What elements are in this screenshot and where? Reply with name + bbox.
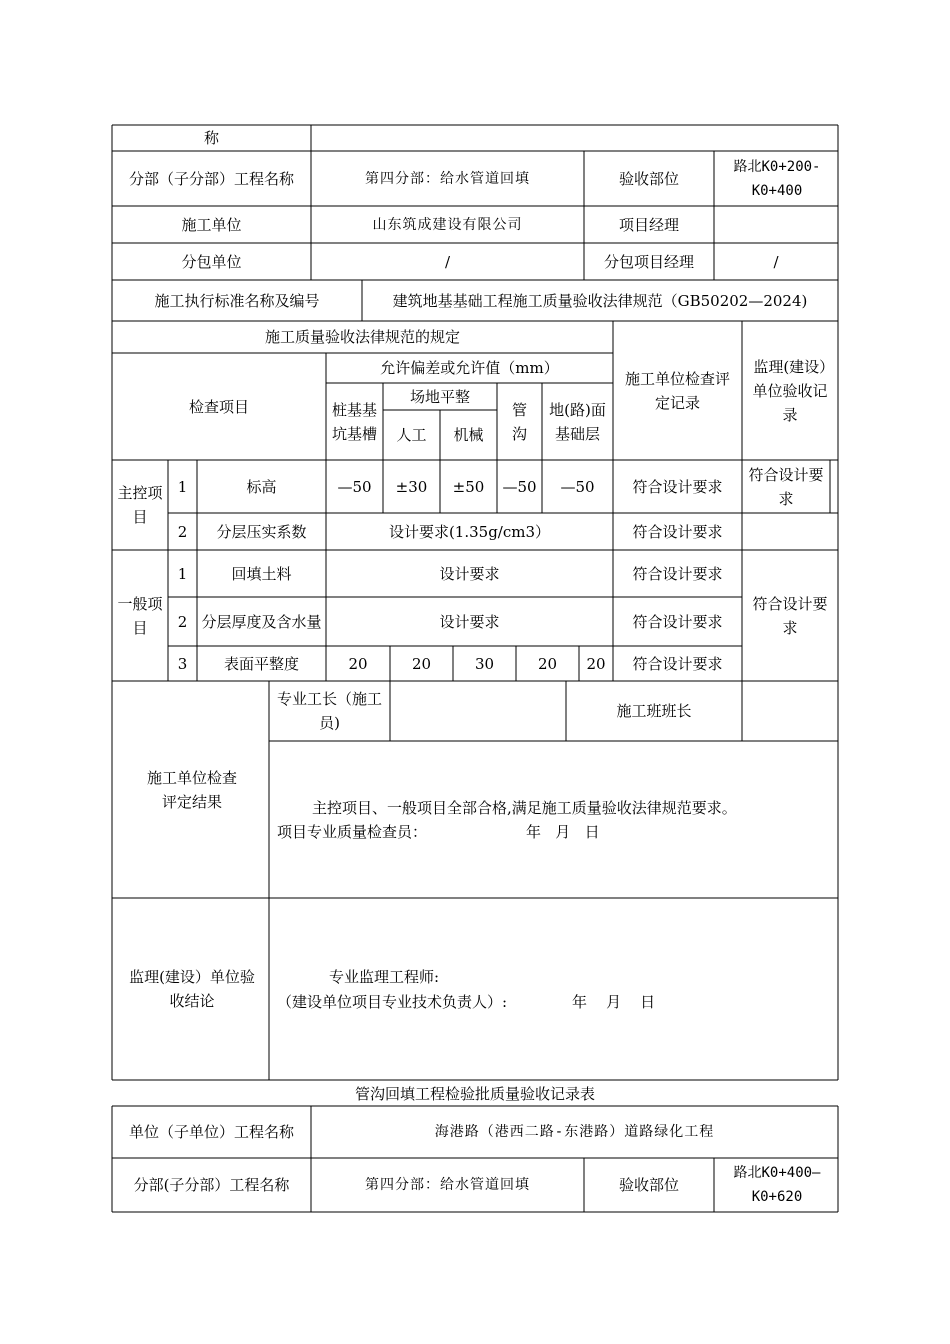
team-leader-value [742, 681, 838, 741]
row1-record: 符合设计要求 [632, 477, 723, 496]
check-item-header: 检查项目 [188, 397, 249, 416]
general-supervision: 符合设计要求 [752, 594, 828, 637]
row2-item: 分层压实系数 [216, 522, 307, 541]
row5-pile: 20 [348, 654, 368, 673]
row1-ground: —50 [560, 477, 595, 496]
eval-date: 年 月 日 [526, 823, 600, 841]
row5-record: 符合设计要求 [632, 654, 723, 673]
row5-trench: 20 [537, 654, 558, 673]
col-machine-header: 机械 [453, 426, 484, 444]
project-manager-value [714, 206, 838, 243]
col-ground-header: 地(路)面基础层 [549, 400, 606, 443]
construction-unit-label: 施工单位 [181, 215, 242, 234]
row5-ground: 20 [586, 654, 606, 673]
row1-item: 标高 [246, 477, 277, 496]
row4-item: 分层厚度及含水量 [201, 612, 322, 631]
row5-manual: 20 [411, 654, 432, 673]
table2-acceptance-part-value: 路北K0+400—K0+620 [733, 1165, 821, 1205]
col-pile-header: 桩基基坑基槽 [331, 400, 377, 443]
row5-item: 表面平整度 [223, 654, 299, 673]
row1-machine: ±50 [452, 477, 485, 496]
supervision-engineer: 专业监理工程师: [329, 968, 440, 986]
row3-record: 符合设计要求 [632, 564, 723, 583]
subcontract-unit-label: 分包单位 [181, 252, 242, 271]
team-leader-label: 施工班班长 [616, 702, 692, 720]
table2-unit-label: 单位（子单位）工程名称 [128, 1123, 294, 1141]
row4-record: 符合设计要求 [632, 612, 723, 631]
row3-item: 回填土料 [231, 564, 292, 583]
row4-no: 2 [177, 612, 188, 631]
subcontract-manager-value: / [773, 252, 779, 271]
acceptance-part-label: 验收部位 [618, 169, 679, 188]
main-group-label: 主控项目 [117, 484, 163, 526]
row5-no: 3 [177, 654, 188, 673]
spec-header: 施工质量验收法律规范的规定 [264, 328, 460, 346]
foreman-value [390, 681, 566, 741]
col-trench-header: 管沟 [511, 400, 527, 443]
unit-name-label-cont: 称 [203, 129, 219, 147]
row1-no: 1 [177, 477, 188, 496]
row3-no: 1 [177, 564, 188, 583]
eval-label: 施工单位检查评定结果 [146, 768, 237, 811]
supervision-owner: （建设单位项目专业技术负责人）: [277, 993, 508, 1011]
foreman-label: 专业工长（施工员) [276, 690, 382, 732]
subcontract-manager-label: 分包项目经理 [603, 252, 694, 271]
supervision-date: 年 月 日 [572, 993, 656, 1011]
table2-sub-project-value: 第四分部：给水管道回填 [365, 1177, 530, 1193]
row1-supervision: 符合设计要求 [748, 465, 824, 508]
row3-value: 设计要求 [439, 564, 500, 583]
row1-pile: —50 [337, 477, 372, 496]
acceptance-part-value: 路北K0+200-K0+400 [733, 158, 821, 199]
row2-record: 符合设计要求 [632, 522, 723, 541]
standard-value: 建筑地基基础工程施工质量验收法律规范（GB50202—2024) [392, 291, 808, 310]
allow-header: 允许偏差或允许值（mm） [380, 359, 559, 377]
project-manager-label: 项目经理 [618, 215, 679, 234]
sub-project-label: 分部（子分部）工程名称 [128, 169, 294, 188]
standard-label: 施工执行标准名称及编号 [154, 291, 320, 310]
row4-value: 设计要求 [439, 612, 500, 631]
row2-value: 设计要求(1.35g/cm3） [388, 522, 551, 541]
col-site-header: 场地平整 [409, 387, 470, 406]
row5-machine: 30 [474, 654, 495, 673]
eval-inspector: 项目专业质量检查员： [277, 823, 428, 841]
col-manual-header: 人工 [396, 426, 427, 444]
supervision-label: 监理(建设）单位验收结论 [129, 968, 255, 1010]
row2-no: 2 [177, 522, 188, 541]
eval-text: 主控项目、一般项目全部合格,满足施工质量验收法律规范要求。 [312, 799, 737, 817]
unit-record-header: 施工单位检查评定记录 [624, 369, 730, 412]
sub-project-value: 第四分部：给水管道回填 [365, 170, 530, 187]
table2-acceptance-part-label: 验收部位 [618, 1176, 679, 1194]
row1-manual: ±30 [395, 477, 428, 496]
table2-title: 管沟回填工程检验批质量验收记录表 [354, 1085, 595, 1103]
subcontract-unit-value: / [444, 252, 451, 271]
table2-sub-project-label: 分部(子分部）工程名称 [133, 1176, 290, 1194]
general-group-label: 一般项目 [117, 594, 163, 637]
supervision-header: 监理(建设）单位验收记录 [752, 357, 828, 424]
table2-unit-value: 海港路（港西二路-东港路）道路绿化工程 [434, 1124, 715, 1140]
construction-unit-value: 山东筑成建设有限公司 [372, 216, 523, 233]
row1-trench: —50 [502, 477, 537, 496]
